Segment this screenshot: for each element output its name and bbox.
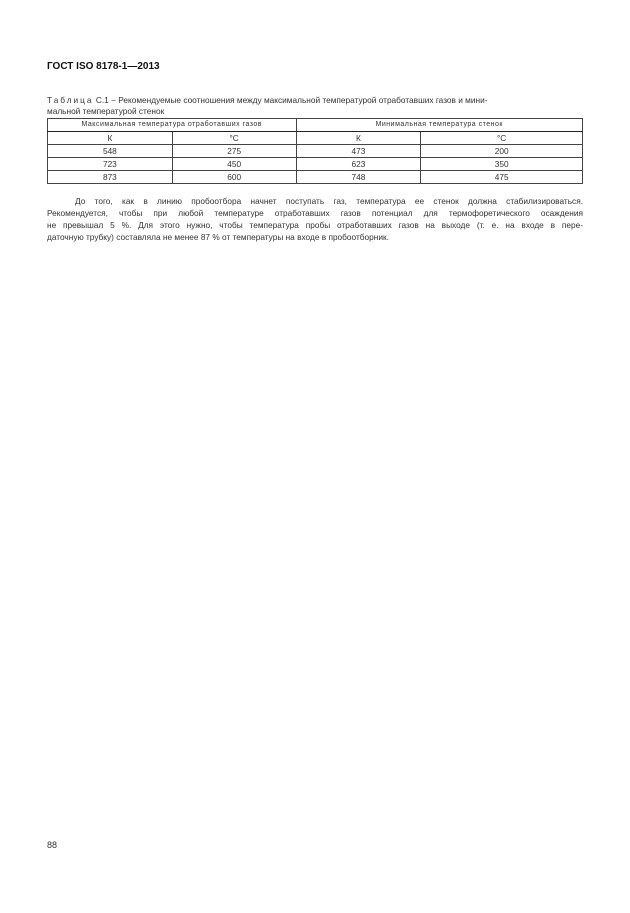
unit-header: °С [421,132,583,145]
table-cell: 473 [296,145,421,158]
table-cell: 350 [421,158,583,171]
table-cell: 475 [421,171,583,184]
table-cell: 748 [296,171,421,184]
table-caption-line-2: мальной температурой стенок [47,106,165,116]
unit-header: К [48,132,173,145]
document-title: ГОСТ ISO 8178-1—2013 [47,61,160,72]
paragraph-line: не превышал 5 %. Для этого нужно, чтобы температура пробы отработавших газов на выходе (т. е. на входе в пере- [47,220,583,230]
table-cell: 548 [48,145,173,158]
page-number: 88 [47,840,58,850]
table-cell: 450 [172,158,296,171]
header-max-exhaust-temp: Максимальная температура отработавших газов [48,119,297,132]
temperature-table [47,118,583,184]
paragraph-line: До того, как в линию пробоотбора начнет поступать газ, температура ее стенок должна стабилизироваться. [75,196,583,206]
table-caption-label: Таблица [47,95,94,105]
table-group-header-row [48,119,583,132]
paragraph-line: даточную трубку) составляла не менее 87 % от температуры на входе в пробоотборник. [47,232,389,242]
table-cell: 200 [421,145,583,158]
table-caption-text: С.1 − Рекомендуемые соотношения между максимальной температурой отработавших газов и мини- [95,95,488,105]
header-min-wall-temp: Минимальная температура стенок [296,119,582,132]
table-cell: 723 [48,158,173,171]
table-row [48,145,583,158]
table-cell: 275 [172,145,296,158]
paragraph-line: Рекомендуется, чтобы при любой температуре отработавших газов потенциал для термофоретического осаждения [47,208,583,218]
table-row [48,158,583,171]
unit-header: °С [172,132,296,145]
unit-header: К [296,132,421,145]
table-cell: 600 [172,171,296,184]
table-cell: 623 [296,158,421,171]
table-cell: 873 [48,171,173,184]
table-row [48,171,583,184]
table-caption-line-1 [47,95,488,105]
table-unit-row [48,132,583,145]
